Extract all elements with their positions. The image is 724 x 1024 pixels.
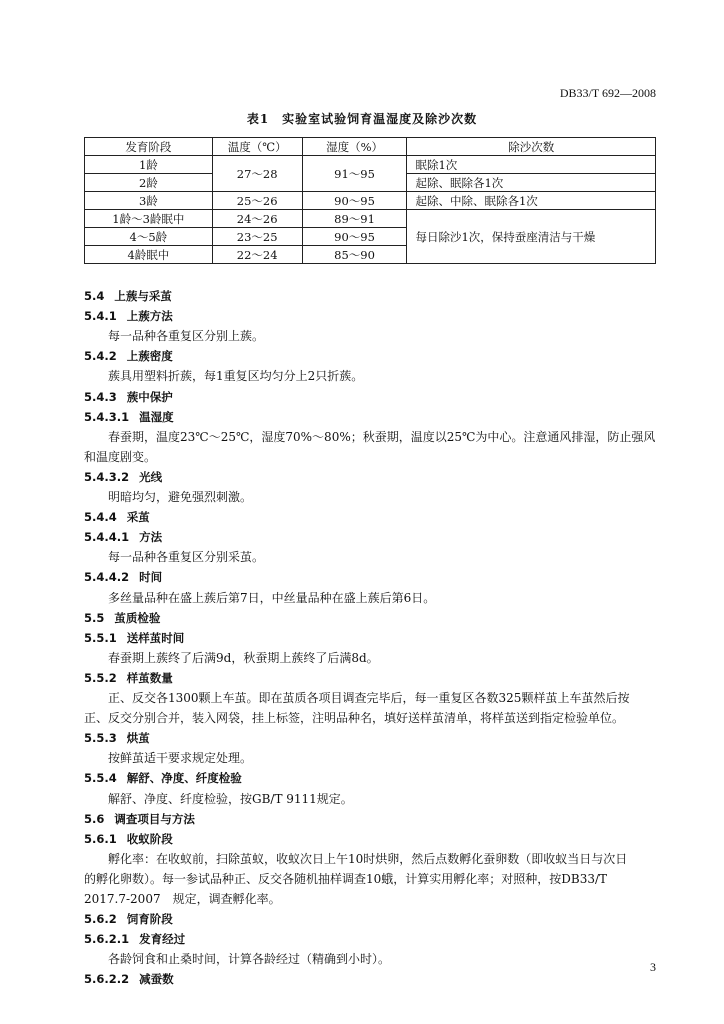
table-row [85, 156, 656, 174]
section-number: 5.5.3 [84, 731, 117, 746]
section-title: 烘茧 [126, 731, 150, 746]
column-header: 温度（℃） [212, 138, 302, 156]
section-number: 5.6.1 [84, 831, 117, 846]
standard-number: DB33/T 692—2008 [559, 86, 656, 100]
section-title: 饲育阶段 [126, 912, 173, 927]
table-header-row [85, 138, 656, 156]
section-title: 上蔟方法 [126, 309, 173, 324]
section-title: 调查项目与方法 [114, 811, 195, 826]
section-number: 5.5.1 [84, 630, 117, 645]
section-number: 5.4.3.2 [84, 469, 130, 484]
section-heading [84, 969, 656, 989]
paragraph-line: 蔟具用塑料折蔟，每1重复区均匀分上2只折蔟。 [108, 369, 364, 384]
section-heading [84, 527, 656, 547]
paragraph-line: 各龄饲食和止桑时间，计算各龄经过（精确到小时）。 [108, 952, 391, 967]
section-title: 时间 [139, 570, 163, 585]
section-heading [84, 387, 656, 407]
section-title: 温湿度 [139, 409, 174, 424]
humidity-cell: 91～95 [302, 156, 407, 192]
section-title: 方法 [139, 530, 163, 545]
stage-cell: 1龄～3龄眠中 [85, 210, 213, 228]
temp-cell: 27～28 [212, 156, 302, 192]
paragraph-line: 每一品种各重复区分别上蔟。 [108, 329, 265, 344]
section-title: 采茧 [126, 510, 150, 525]
paragraph-line: 明暗均匀，避免强烈刺激。 [108, 490, 253, 504]
paragraph-line: 多丝量品种在盛上蔟后第7日，中丝量品种在盛上蔟后第6日。 [108, 590, 436, 605]
section-title: 解舒、净度、纤度检验 [126, 771, 242, 786]
stage-cell: 2龄 [85, 174, 213, 192]
section-number: 5.4 [84, 289, 105, 303]
section-heading [84, 768, 656, 788]
paragraph-continuation: 和温度剧变。 [84, 449, 157, 464]
section-heading [84, 467, 656, 487]
section-heading [84, 306, 656, 326]
stage-cell: 4龄眠中 [85, 246, 213, 264]
temp-cell: 24～26 [212, 210, 302, 228]
section-title: 茧质检验 [114, 610, 161, 625]
section-number: 5.5 [84, 610, 105, 625]
column-header: 除沙次数 [407, 138, 656, 156]
section-number: 5.5.2 [84, 670, 117, 685]
column-header: 发育阶段 [85, 138, 213, 156]
paragraph-continuation: 正、反交分别合并，装入网袋，挂上标签，注明品种名，填好送样茧清单，将样茧送到指定检验单位。 [84, 711, 625, 726]
temp-cell: 25～26 [212, 192, 302, 210]
sand-cell: 起除、眠除各1次 [407, 174, 656, 192]
section-title: 减蚕数 [139, 972, 174, 987]
section-title: 送样茧时间 [126, 630, 185, 645]
paragraph-line: 按鲜茧适干要求规定处理。 [108, 751, 253, 766]
paragraph-line: 孵化率：在收蚁前，扫除茧蚁，收蚁次日上午10时烘卵，然后点数孵化蚕卵数（即收蚁当日与次日 [108, 851, 628, 866]
column-header: 湿度（%） [302, 138, 407, 156]
section-title: 蔟中保护 [126, 389, 173, 404]
table-row [85, 192, 656, 210]
section-heading [84, 728, 656, 748]
section-heading [84, 567, 656, 587]
paragraph-line: 每一品种各重复区分别采茧。 [108, 550, 265, 565]
paragraph-continuation: 2017.7-2007 规定，调查孵化率。 [84, 892, 281, 906]
stage-cell: 4～5龄 [85, 228, 213, 246]
section-title: 上蔟密度 [126, 349, 173, 364]
rearing-table [84, 137, 656, 264]
section-number: 5.6.2.1 [84, 932, 130, 947]
paragraph-line: 春蚕期，温度23℃～25℃，湿度70%～80%；秋蚕期，温度以25℃为中心。注意通风排湿，防止强风 [108, 429, 656, 444]
section-number: 5.4.4.1 [84, 530, 130, 545]
section-heading [84, 929, 656, 949]
section-number: 5.4.1 [84, 309, 117, 324]
section-heading [84, 829, 656, 849]
section-heading [84, 407, 656, 427]
section-heading [84, 286, 656, 306]
section-number: 5.4.2 [84, 349, 117, 364]
section-title: 光线 [139, 469, 163, 484]
section-title: 收蚁阶段 [126, 831, 173, 846]
section-heading [84, 608, 656, 628]
paragraph-line: 解舒、净度、纤度检验，按GB/T 9111规定。 [108, 791, 353, 806]
section-heading [84, 809, 656, 829]
humidity-cell: 85～90 [302, 246, 407, 264]
paragraph-line: 春蚕期上蔟终了后满9d，秋蚕期上蔟终了后满8d。 [108, 650, 379, 665]
section-heading [84, 346, 656, 366]
stage-cell: 1龄 [85, 156, 213, 174]
section-number: 5.6 [84, 811, 105, 826]
table-caption: 表1 实验室试验饲育温湿度及除沙次数 [246, 112, 478, 126]
temp-cell: 23～25 [212, 228, 302, 246]
section-heading [84, 507, 656, 527]
humidity-cell: 90～95 [302, 192, 407, 210]
section-title: 上蔟与采茧 [114, 289, 172, 303]
section-number: 5.4.3 [84, 389, 117, 404]
table-row [85, 210, 656, 228]
sand-cell: 每日除沙1次，保持蚕座清洁与干燥 [407, 210, 656, 264]
section-title: 发育经过 [139, 932, 186, 947]
section-title: 样茧数量 [126, 670, 173, 685]
section-heading [84, 909, 656, 929]
sand-cell: 眠除1次 [407, 156, 656, 174]
page-number: 3 [650, 960, 656, 974]
section-number: 5.4.3.1 [84, 409, 130, 424]
temp-cell: 22～24 [212, 246, 302, 264]
paragraph-continuation: 的孵化卵数）。每一参试品种正、反交各随机抽样调查10蛾，计算实用孵化率；对照种，按DB33/T [84, 871, 608, 886]
section-heading [84, 628, 656, 648]
section-heading [84, 668, 656, 688]
section-number: 5.4.4 [84, 510, 117, 525]
sand-cell: 起除、中除、眠除各1次 [407, 192, 656, 210]
stage-cell: 3龄 [85, 192, 213, 210]
section-number: 5.4.4.2 [84, 570, 130, 585]
humidity-cell: 90～95 [302, 228, 407, 246]
section-number: 5.5.4 [84, 771, 117, 786]
humidity-cell: 89～91 [302, 210, 407, 228]
paragraph-line: 正、反交各1300颗上车茧。即在茧质各项目调查完毕后，每一重复区各数325颗样茧上车茧然后按 [108, 691, 630, 705]
section-number: 5.6.2 [84, 912, 117, 927]
section-number: 5.6.2.2 [84, 972, 130, 987]
